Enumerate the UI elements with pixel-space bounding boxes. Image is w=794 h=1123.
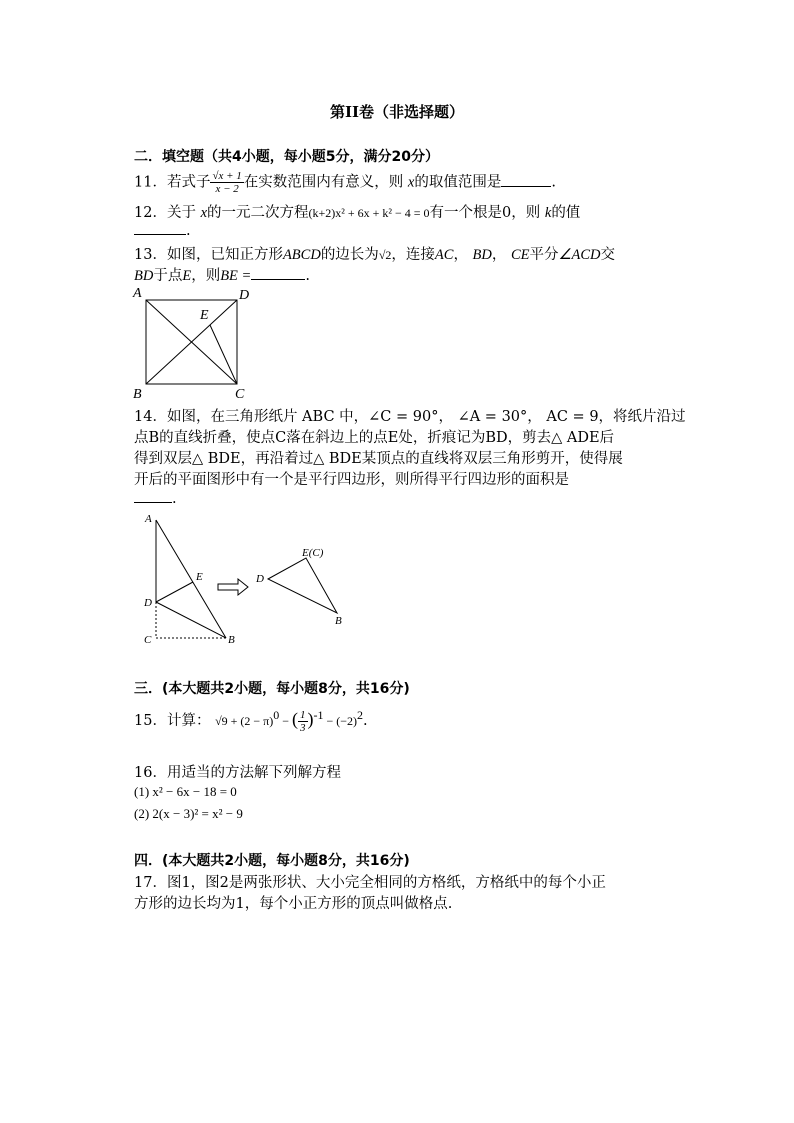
q12-text-3: 有一个根是0，则 [429, 205, 541, 221]
section-4-heading: 四．(本大题共2小题，每小题8分，共16分) [134, 853, 410, 869]
q14-line-4-wrap [134, 468, 569, 489]
label-c: C [144, 634, 152, 646]
q11-fraction [210, 170, 243, 195]
q13-angle: ∠ACD [558, 247, 601, 263]
q12-answer-blank[interactable] [134, 220, 186, 235]
question-12 [134, 201, 580, 222]
q13-answer-blank[interactable] [251, 265, 305, 280]
q13-ac: AC [434, 247, 454, 263]
q17-number: 17． [134, 875, 167, 891]
q14-answer-line [134, 488, 177, 507]
q14-period: . [172, 491, 177, 507]
segment-de [156, 582, 193, 602]
q13-text-2: 的边长为 [320, 247, 379, 263]
q14-line-2-wrap [134, 426, 614, 447]
q16-text: 用适当的方法解下列解方程 [166, 765, 341, 781]
q11-period: . [551, 174, 556, 191]
label-e: E [200, 308, 209, 323]
q11-fraction-numerator: √x + 1 [212, 170, 242, 182]
q13-bd-2: BD [134, 268, 154, 284]
question-13 [134, 243, 615, 264]
q15-minus: − [279, 714, 293, 728]
label-d: D [239, 288, 250, 303]
q16-number: 16． [134, 765, 167, 781]
q12-text-4: 的值 [551, 205, 581, 221]
label-b: B [133, 387, 142, 400]
label-d-2: D [256, 573, 264, 585]
label-d: D [144, 597, 152, 609]
label-b: B [228, 634, 235, 646]
q15-fraction-denominator: 3 [300, 721, 306, 734]
q16-item-2: (2) 2(x − 3)² = x² − 9 [134, 806, 243, 821]
q13-text: 如图，已知正方形 [166, 247, 283, 263]
q15-text: 计算： [166, 713, 211, 729]
q13-square-figure [128, 284, 253, 400]
q15-exponent-neg1: -1 [313, 708, 324, 722]
q12-variable-k: k [544, 205, 552, 221]
q12-period: . [186, 223, 191, 239]
q14-answer-blank[interactable] [134, 488, 172, 503]
q12-text-2: 的一元二次方程 [207, 205, 309, 221]
q11-variable: x [407, 174, 415, 191]
question-14 [134, 405, 686, 426]
q14-line-2: 点B的直线折叠，使点C落在斜边上的点E处，折痕记为BD，剪去△ ADE后 [134, 430, 615, 446]
q14-triangle-figure [138, 510, 358, 650]
q14-line-3: 得到双层△ BDE，再沿着过△ BDE某顶点的直线将双层三角形剪开，使得展 [134, 451, 623, 467]
q15-expr-a: √9 + (2 − π) [215, 714, 274, 728]
q14-line-4: 开后的平面图形中有一个是平行四边形，则所得平行四边形的面积是 [134, 472, 569, 488]
q15-exponent-0: 0 [273, 708, 280, 722]
label-a: A [145, 513, 152, 525]
question-13-line-2 [134, 264, 310, 285]
q13-be: BE = [220, 268, 252, 284]
q11-answer-blank[interactable] [501, 172, 551, 187]
q13-square-name: ABCD [282, 247, 321, 263]
right-arrow-icon [218, 579, 248, 595]
q12-text: 关于 [166, 205, 196, 221]
label-a: A [133, 286, 142, 301]
segment-ce [210, 325, 237, 384]
question-11 [134, 170, 556, 195]
label-c: C [235, 387, 245, 400]
question-17 [134, 871, 606, 892]
triangle-bde [268, 558, 337, 613]
label-e: E [196, 571, 203, 583]
q13-root: √2 [378, 248, 392, 262]
q14-line-3-wrap [134, 447, 623, 468]
q13-comma: ， [453, 247, 468, 263]
q15-exponent-2: 2 [357, 708, 364, 722]
q15-period: . [363, 713, 368, 729]
q11-number: 11． [134, 174, 167, 191]
q15-expr-c: − (−2) [323, 714, 358, 728]
q13-text-7: ，则 [191, 268, 221, 284]
section-3-heading: 三．(本大题共2小题，每小题8分，共16分) [134, 681, 410, 697]
q12-equation: (k+2)x² + 6x + k² − 4 = 0 [308, 206, 430, 220]
label-e-c: E(C) [302, 547, 324, 559]
q17-line-2: 方形的边长均为1，每个小正方形的顶点叫做格点. [134, 896, 453, 912]
q11-text-3: 的取值范围是 [414, 174, 502, 191]
q13-point-e: E [182, 268, 192, 284]
q11-text-2: 在实数范围内有意义，则 [243, 174, 404, 191]
label-b-2: B [335, 615, 342, 627]
q13-comma-2: ， [491, 247, 507, 263]
q14-line-1: 如图，在三角形纸片 ABC 中，∠C = 90°， ∠A = 30°， AC = 9，将纸片沿过 [166, 409, 686, 425]
q15-fraction-numerator: 1 [300, 708, 306, 721]
q13-ce: CE [511, 247, 530, 263]
q13-number: 13． [134, 247, 167, 263]
q11-fraction-denominator: x − 2 [215, 183, 239, 195]
q12-number: 12． [134, 205, 167, 221]
q13-bd: BD [472, 247, 492, 263]
q17-line-1: 图1，图2是两张形状、大小完全相同的方格纸，方格纸中的每个小正 [166, 875, 606, 891]
q13-text-3: ，连接 [391, 247, 435, 263]
question-15: 15．计算： $√9 + (2 - \pi)^0$ − ( $\frac{1}{3}$ )$^{-1} - (-2)^2$. [134, 708, 368, 734]
q13-text-6: 于点 [153, 268, 183, 284]
q16-item-1: (1) x² − 6x − 18 = 0 [134, 784, 237, 799]
q14-number: 14． [134, 409, 167, 425]
q12-variable: x [200, 205, 207, 221]
q13-period: . [305, 268, 310, 284]
q11-text: 若式子 [166, 174, 211, 191]
q15-number: 15． [134, 713, 167, 729]
q13-text-4: 平分 [529, 247, 559, 263]
q17-line-2-wrap [134, 892, 452, 913]
page-title: 第II卷（非选择题） [329, 103, 465, 121]
q15-fraction [298, 709, 308, 734]
section-2-heading: 二．填空题（共4小题，每小题5分，满分20分） [134, 149, 439, 165]
q12-answer-line [134, 220, 191, 239]
q13-text-5: 交 [600, 247, 616, 263]
question-16 [134, 761, 341, 782]
